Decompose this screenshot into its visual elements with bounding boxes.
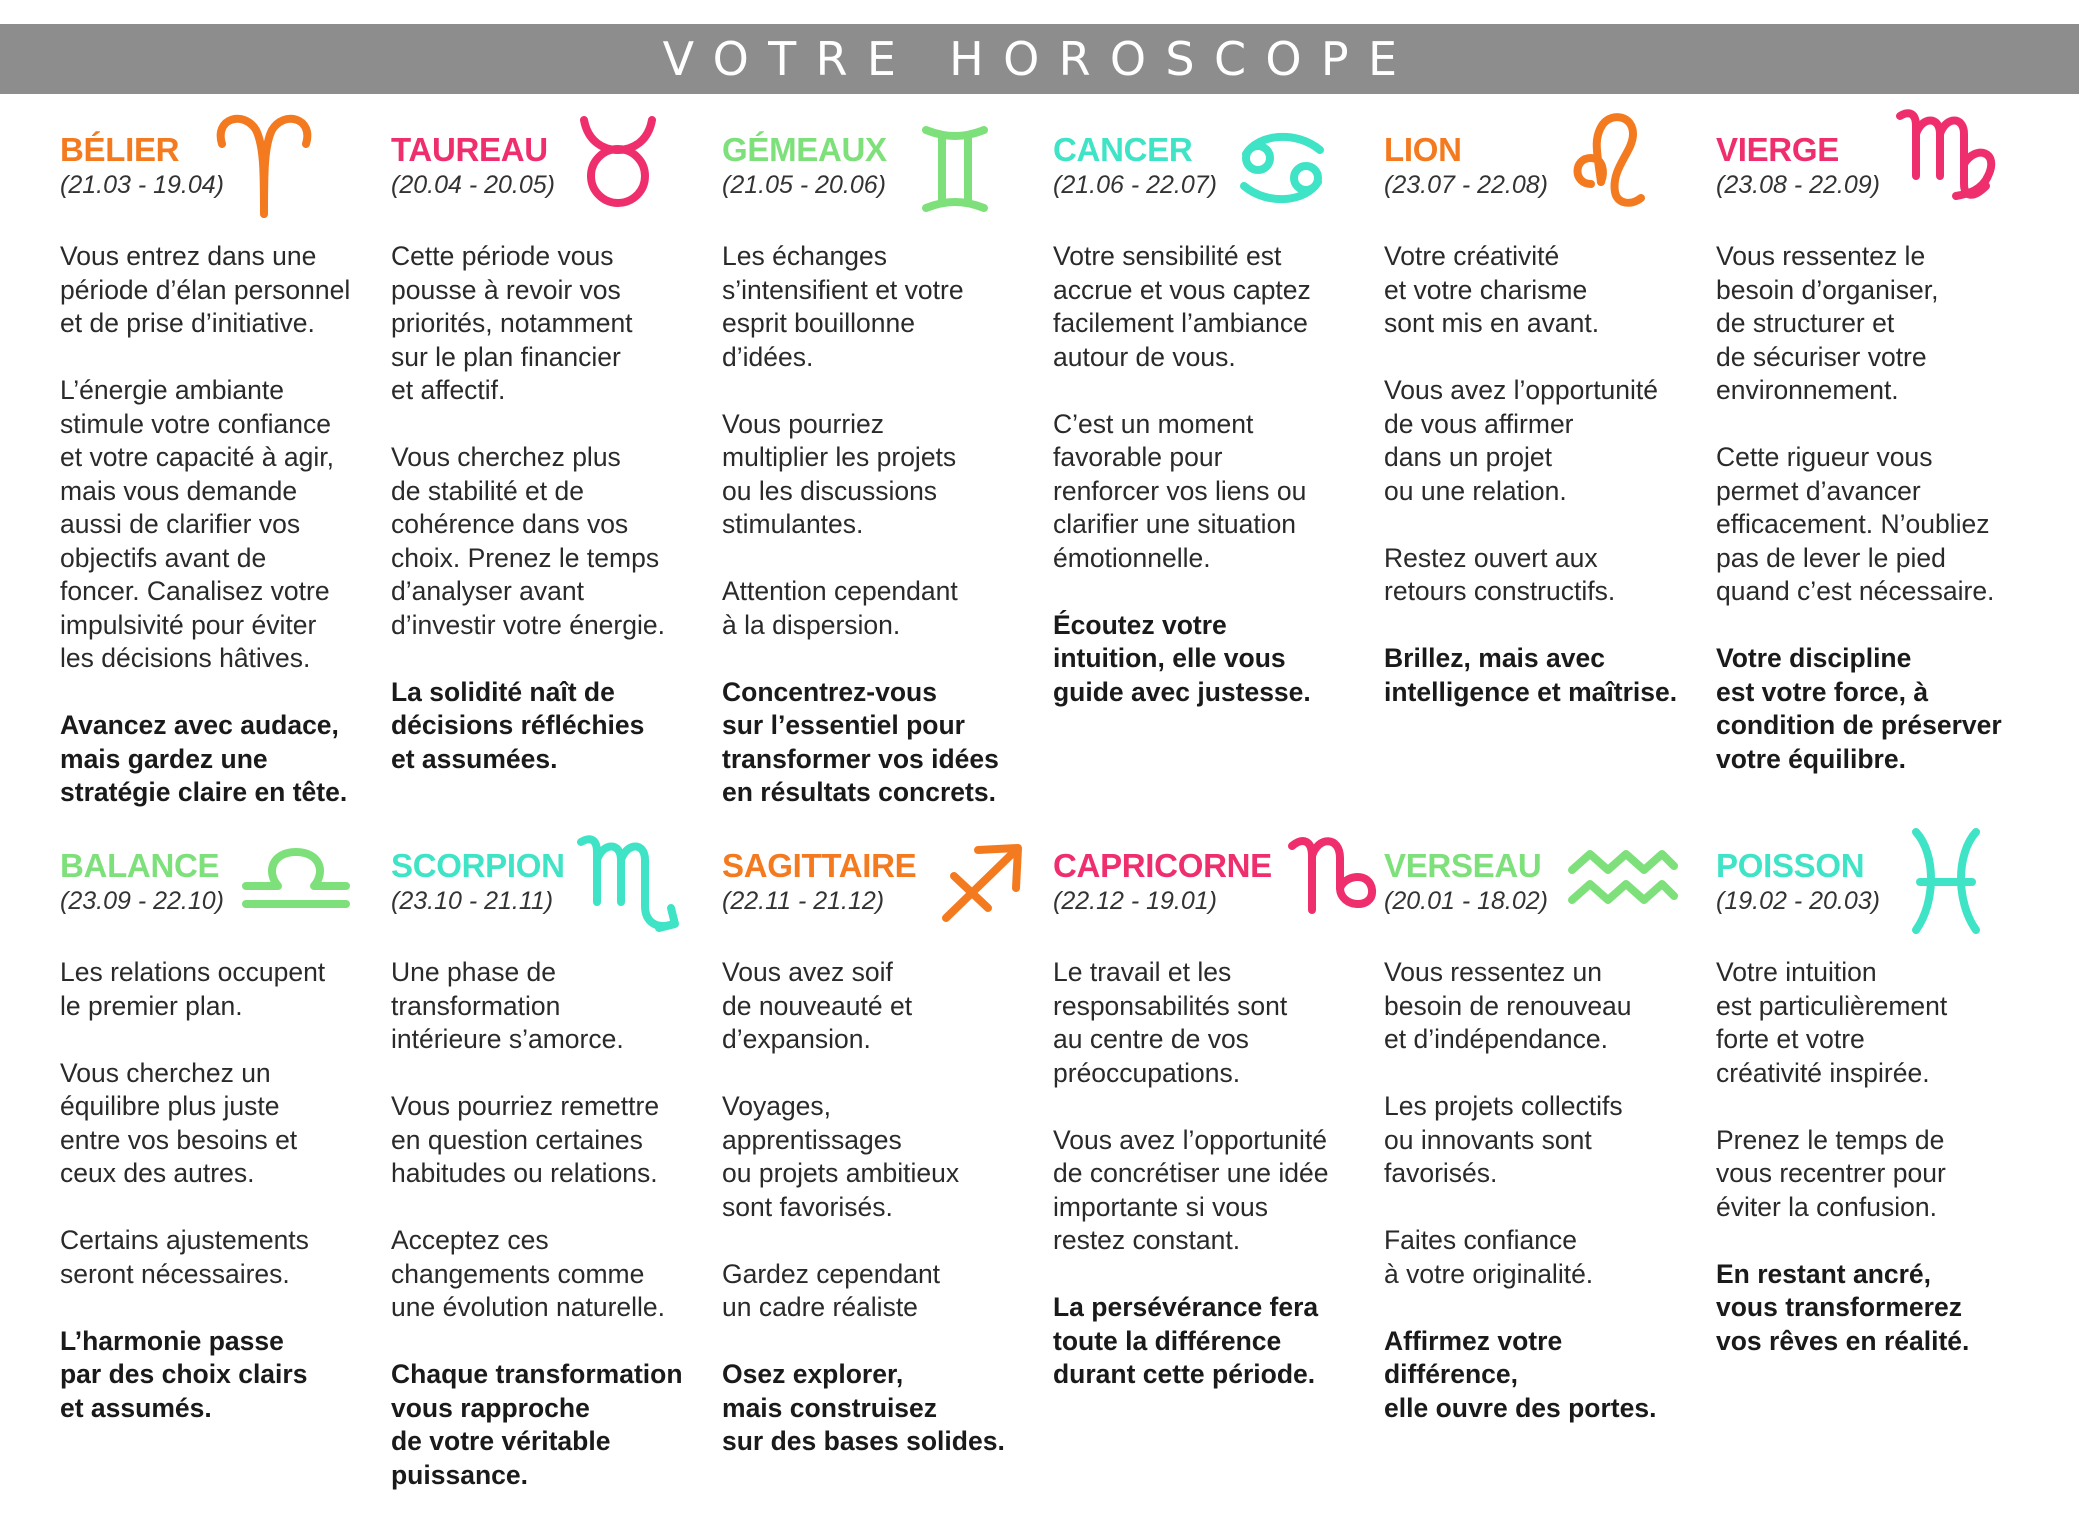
- libra-icon: [242, 842, 352, 912]
- sign-lion: [1384, 131, 1706, 707]
- sign-text: [722, 956, 1044, 1492]
- sign-text: [1716, 240, 2038, 810]
- sign-taureau: [391, 131, 713, 774]
- sign-paragraph: Vous ressentez un besoin de renouveau et d’indépendance.: [1384, 957, 1632, 1054]
- sign-text: [1384, 240, 1706, 743]
- sign-conclusion: Votre discipline est votre force, à condition de préserver votre équilibre.: [1716, 643, 2002, 774]
- sign-conclusion: L’harmonie passe par des choix clairs et assumés.: [60, 1325, 308, 1423]
- sign-paragraph: Vous avez soif de nouveauté et d’expansion.: [722, 957, 913, 1054]
- aquarius-icon: [1568, 846, 1678, 916]
- sign-text: [1053, 240, 1375, 743]
- sign-paragraph: Vous ressentez le besoin d’organiser, de structurer et de sécuriser votre environnement.: [1716, 241, 1939, 405]
- sign-paragraph: Prenez le temps de vous recentrer pour éviter la confusion.: [1716, 1124, 1946, 1222]
- sign-paragraph: Les relations occupent le premier plan.: [60, 957, 326, 1021]
- sign-dates: (21.03 - 19.04): [60, 171, 224, 199]
- cancer-icon: [1234, 128, 1329, 208]
- sign-paragraph: Votre créativité et votre charisme sont mis en avant.: [1384, 241, 1600, 338]
- scorpio-icon: [577, 832, 687, 932]
- sign-paragraph: Vous cherchez plus de stabilité et de cohérence dans vos choix. Prenez le temps d’analyser avant d’investir votre énergie.: [391, 442, 665, 640]
- sign-paragraph: Vous avez l’opportunité de vous affirmer dans un projet ou une relation.: [1384, 375, 1659, 506]
- sign-text: [1716, 956, 2038, 1392]
- sign-conclusion: Osez explorer, mais construisez sur des bases solides.: [722, 1359, 1005, 1456]
- sign-text: [60, 240, 382, 843]
- sign-text: [391, 240, 713, 810]
- sign-text: [722, 240, 1044, 843]
- sign-dates: (19.02 - 20.03): [1716, 887, 1880, 915]
- sign-paragraph: Gardez cependant un cadre réaliste: [722, 1258, 941, 1322]
- sign-gemeaux: [722, 131, 1044, 807]
- sign-text: [1384, 956, 1706, 1459]
- sign-paragraph: Cette période vous pousse à revoir vos priorités, notamment sur le plan financier et affectif.: [391, 241, 633, 405]
- sign-paragraph: Attention cependant à la dispersion.: [722, 576, 958, 640]
- sign-conclusion: Affirmez votre différence, elle ouvre des portes.: [1384, 1325, 1657, 1423]
- sign-conclusion: Chaque transformation vous rapproche de votre véritable puissance.: [391, 1359, 683, 1490]
- sign-paragraph: Vous pourriez remettre en question certaines habitudes ou relations.: [391, 1091, 660, 1188]
- sign-dates: (22.11 - 21.12): [722, 887, 885, 915]
- sign-paragraph: Les échanges s’intensifient et votre esprit bouillonne d’idées.: [722, 241, 964, 372]
- sign-dates: (23.07 - 22.08): [1384, 171, 1548, 199]
- sign-dates: (23.09 - 22.10): [60, 887, 224, 915]
- sign-paragraph: Faites confiance à votre originalité.: [1384, 1225, 1594, 1289]
- sagittarius-icon: [940, 842, 1025, 927]
- sign-paragraph: Votre sensibilité est accrue et vous captez facilement l’ambiance autour de vous.: [1053, 241, 1311, 372]
- pisces-icon: [1908, 826, 1983, 936]
- sign-paragraph: Le travail et les responsabilités sont au centre de vos préoccupations.: [1053, 957, 1288, 1088]
- capricorn-icon: [1288, 828, 1378, 918]
- sign-dates: (20.01 - 18.02): [1384, 887, 1548, 915]
- sign-paragraph: Voyages, apprentissages ou projets ambitieux sont favorisés.: [722, 1091, 960, 1222]
- sign-paragraph: Certains ajustements seront nécessaires.: [60, 1225, 309, 1289]
- sign-paragraph: Vous entrez dans une période d’élan personnel et de prise d’initiative.: [60, 241, 351, 338]
- sign-name: CAPRICORNE: [1053, 847, 1272, 884]
- page-title: VOTRE HOROSCOPE: [0, 24, 2079, 94]
- sign-conclusion: Brillez, mais avec intelligence et maîtrise.: [1384, 643, 1678, 707]
- sign-vierge: [1716, 131, 2038, 774]
- sign-paragraph: C’est un moment favorable pour renforcer vos liens ou clarifier une situation émotionnelle.: [1053, 408, 1307, 573]
- sign-conclusion: La solidité naît de décisions réfléchies et assumées.: [391, 676, 645, 774]
- sign-name: CANCER: [1053, 131, 1193, 168]
- sign-name: SCORPION: [391, 847, 565, 884]
- sign-paragraph: Vous cherchez un équilibre plus juste entre vos besoins et ceux des autres.: [60, 1057, 298, 1188]
- sign-balance: [60, 847, 382, 1423]
- sign-conclusion: Concentrez-vous sur l’essentiel pour transformer vos idées en résultats concrets.: [722, 676, 999, 807]
- sign-cancer: [1053, 131, 1375, 707]
- sign-name: SAGITTAIRE: [722, 847, 917, 884]
- sign-conclusion: En restant ancré, vous transformerez vos rêves en réalité.: [1716, 1258, 1970, 1356]
- virgo-icon: [1896, 104, 2006, 204]
- sign-sagittaire: [722, 847, 1044, 1456]
- sign-paragraph: Restez ouvert aux retours constructifs.: [1384, 542, 1616, 606]
- sign-dates: (20.04 - 20.05): [391, 171, 555, 199]
- sign-text: [391, 956, 713, 1526]
- sign-dates: (21.06 - 22.07): [1053, 171, 1217, 199]
- sign-scorpion: [391, 847, 713, 1490]
- taurus-icon: [578, 114, 658, 209]
- sign-paragraph: Votre intuition est particulièrement forte et votre créativité inspirée.: [1716, 957, 1948, 1088]
- sign-paragraph: Vous avez l’opportunité de concrétiser une idée importante si vous restez constant.: [1053, 1124, 1329, 1255]
- sign-dates: (22.12 - 19.01): [1053, 887, 1217, 915]
- leo-icon: [1571, 112, 1646, 212]
- sign-name: POISSON: [1716, 847, 1865, 884]
- sign-paragraph: Cette rigueur vous permet d’avancer efficacement. N’oubliez pas de lever le pied quand c’est nécessaire.: [1716, 442, 1995, 606]
- sign-text: [1053, 956, 1375, 1425]
- sign-paragraph: Les projets collectifs ou innovants sont favorisés.: [1384, 1091, 1623, 1188]
- sign-verseau: [1384, 847, 1706, 1423]
- sign-conclusion: Avancez avec audace, mais gardez une stratégie claire en tête.: [60, 710, 348, 807]
- sign-name: VIERGE: [1716, 131, 1839, 168]
- gemini-icon: [920, 122, 990, 217]
- sign-text: [60, 956, 382, 1459]
- aries-icon: [210, 114, 320, 224]
- sign-name: LION: [1384, 131, 1462, 168]
- sign-dates: (23.08 - 22.09): [1716, 171, 1880, 199]
- sign-belier: [60, 131, 382, 807]
- sign-paragraph: Une phase de transformation intérieure s’amorce.: [391, 957, 624, 1054]
- sign-paragraph: Acceptez ces changements comme une évolution naturelle.: [391, 1225, 666, 1322]
- sign-conclusion: Écoutez votre intuition, elle vous guide avec justesse.: [1053, 609, 1311, 707]
- sign-poisson: [1716, 847, 2038, 1356]
- sign-name: GÉMEAUX: [722, 131, 887, 168]
- sign-paragraph: Vous pourriez multiplier les projets ou les discussions stimulantes.: [722, 408, 957, 539]
- sign-name: TAUREAU: [391, 131, 548, 168]
- sign-name: VERSEAU: [1384, 847, 1542, 884]
- sign-dates: (23.10 - 21.11): [391, 887, 554, 915]
- sign-name: BÉLIER: [60, 131, 180, 168]
- sign-capricorne: [1053, 847, 1375, 1389]
- sign-name: BALANCE: [60, 847, 220, 884]
- sign-dates: (21.05 - 20.06): [722, 171, 886, 199]
- sign-paragraph: L’énergie ambiante stimule votre confiance et votre capacité à agir, mais vous demande aussi de clarifier vos objectifs avant de foncer. Canalisez votre impulsivité pour éviter les décisions hâtives.: [60, 375, 334, 673]
- sign-conclusion: La persévérance fera toute la différence durant cette période.: [1053, 1292, 1319, 1389]
